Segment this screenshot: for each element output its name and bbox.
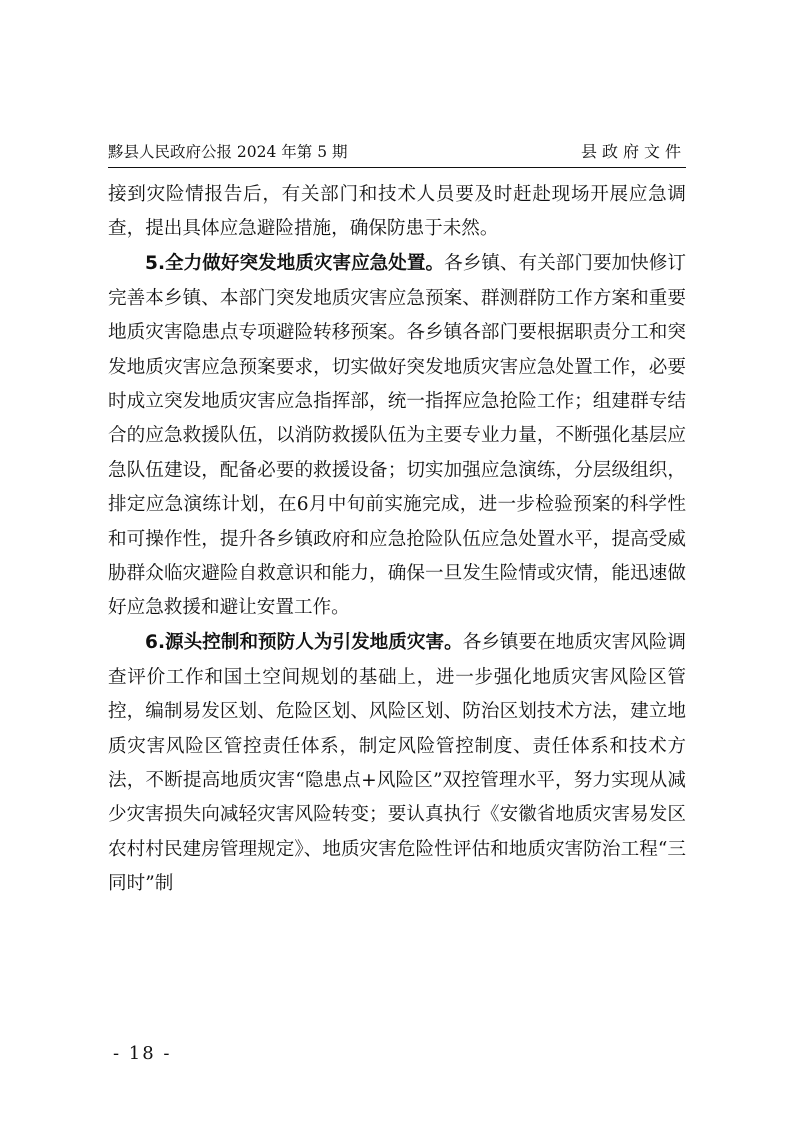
paragraph-heading: 6.源头控制和预防人为引发地质灾害。	[145, 632, 463, 654]
paragraph-continuation: 接到灾险情报告后，有关部门和技术人员要及时赶赴现场开展应急调查，提出具体应急避险措施，确保防患于未然。	[108, 184, 686, 240]
header-divider	[108, 167, 686, 168]
document-body	[108, 178, 686, 902]
running-header	[108, 141, 686, 167]
paragraph-text: 各乡镇、有关部门要加快修订完善本乡镇、本部门突发地质灾害应急预案、群测群防工作方案和重要地质灾害隐患点专项避险转移预案。各乡镇各部门要根据职责分工和突发地质灾害应急预案要求，切实做好突发地质灾害应急处置工作，必要时成立突发地质灾害应急指挥部，统一指挥应急抢险工作；组建群专结合的应急救援队伍，以消防救援队伍为主要专业力量，不断强化基层应急队伍建设，配备必要的救援设备；切实加强应急演练，分层级组织，排定应急演练计划，在6月中旬前实施完成，进一步检验预案的科学性和可操作性，提升各乡镇政府和应急抢险队伍应急处置水平，提高受威胁群众临灾避险自救意识和能力，确保一旦发生险情或灾情，能迅速做好应急救援和避让安置工作。	[108, 253, 686, 619]
paragraph-heading: 5.全力做好突发地质灾害应急处置。	[145, 253, 445, 275]
paragraph-text: 各乡镇要在地质灾害风险调查评价工作和国土空间规划的基础上，进一步强化地质灾害风险区管控，编制易发区划、危险区划、风险区划、防治区划技术方法，建立地质灾害风险区管控责任体系，制定风险管控制度、责任体系和技术方法，不断提高地质灾害“隐患点+风险区”双控管理水平，努力实现从减少灾害损失向减轻灾害风险转变；要认真执行《安徽省地质灾害易发区农村村民建房管理规定》、地质灾害危险性评估和地质灾害防治工程“三同时”制	[108, 632, 686, 895]
section-label: 县政府文件	[580, 142, 686, 161]
paragraph-source-control	[108, 626, 686, 901]
paragraph-emergency-response	[108, 247, 686, 625]
gazette-issue-title: 黟县人民政府公报 2024 年第 5 期	[108, 143, 348, 161]
page-number: - 18 -	[113, 1043, 172, 1064]
